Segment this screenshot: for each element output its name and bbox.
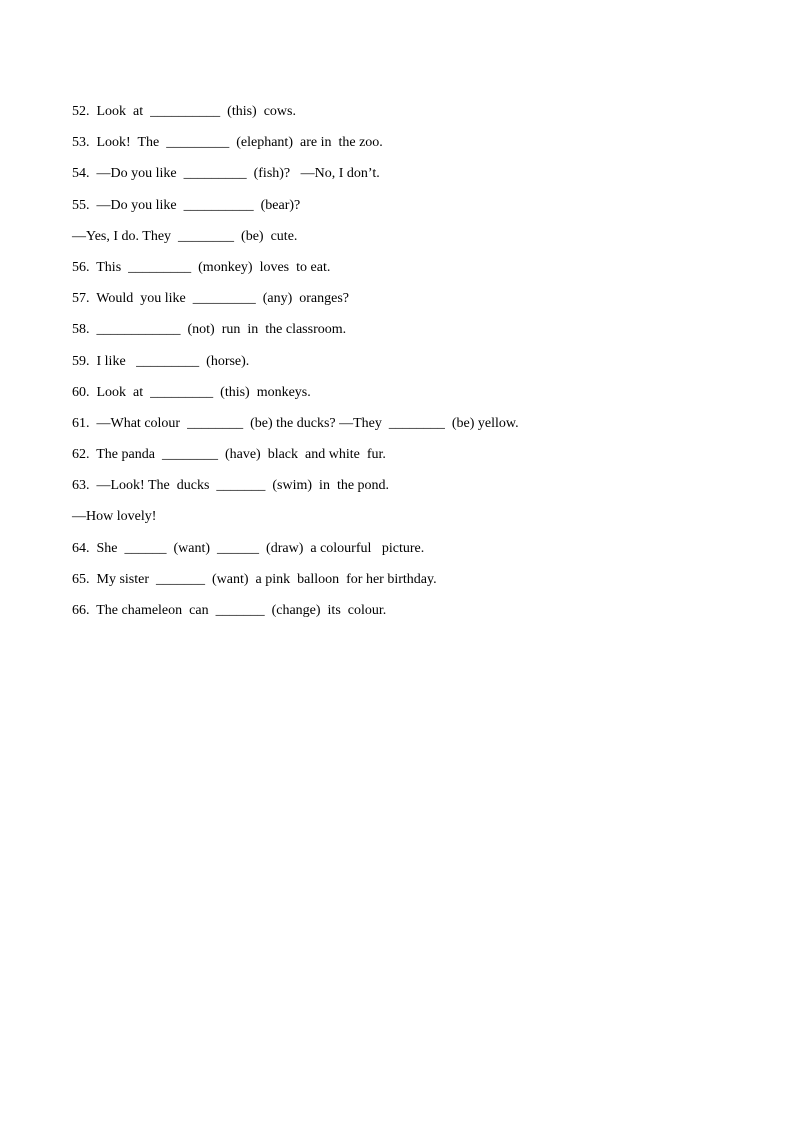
answer-blank: _______: [156, 571, 205, 587]
question-number: 65.: [72, 571, 90, 587]
exercise-line: [72, 602, 752, 633]
answer-blank: __________: [183, 197, 254, 213]
question-text: (be) yellow.: [444, 415, 519, 431]
question-number: 62.: [72, 447, 90, 463]
question-text: (not) run in the classroom.: [180, 322, 347, 338]
answer-blank: _________: [166, 135, 230, 151]
question-text: —What colour: [89, 415, 188, 431]
question-text: Look! The: [89, 135, 167, 151]
question-text: —Do you like: [89, 166, 184, 182]
exercise-line: [72, 571, 752, 602]
question-text: (this) monkeys.: [213, 384, 311, 400]
question-text: (change) its colour.: [264, 603, 387, 618]
question-text: (be) the ducks? —They: [243, 415, 389, 431]
question-text: Look at: [89, 384, 151, 400]
question-number: 56.: [72, 259, 90, 275]
exercise-list: [72, 103, 752, 633]
question-text: (draw) a colourful picture.: [259, 540, 425, 556]
exercise-line: [72, 540, 752, 571]
question-number: 57.: [72, 291, 90, 307]
exercise-line: [72, 446, 752, 477]
answer-blank: ______: [124, 540, 167, 556]
answer-blank: _________: [150, 384, 214, 400]
exercise-line: [72, 228, 752, 259]
question-text: She: [89, 540, 125, 556]
answer-blank: _______: [215, 603, 265, 618]
exercise-line: [72, 415, 752, 446]
question-text: (elephant) are in the zoo.: [229, 135, 383, 151]
answer-blank: _________: [192, 291, 256, 307]
answer-blank: _________: [183, 166, 247, 182]
question-text: (fish)? —No, I don’t.: [246, 166, 380, 182]
question-number: 54.: [72, 166, 90, 182]
question-number: 59.: [72, 353, 90, 369]
question-text: [90, 322, 97, 337]
question-text: The panda: [89, 447, 162, 463]
question-text: (any) oranges?: [255, 291, 350, 307]
question-text: (this) cows.: [220, 104, 296, 119]
question-text: (swim) in the pond.: [265, 478, 390, 494]
answer-blank: ________: [161, 447, 218, 463]
answer-blank: ________: [187, 415, 244, 431]
answer-blank: _________: [136, 353, 200, 369]
answer-blank: ________: [178, 228, 235, 244]
exercise-line: [72, 508, 752, 539]
question-number: 64.: [72, 540, 90, 556]
question-text: (want) a pink balloon for her birthday.: [205, 571, 437, 587]
question-number: 66.: [72, 603, 90, 618]
answer-blank: ______: [217, 540, 260, 556]
question-text: I like: [89, 353, 137, 369]
question-text: The chameleon can: [89, 603, 216, 618]
exercise-line: [72, 290, 752, 321]
question-text: —Look! The ducks: [89, 478, 217, 494]
question-text: (want): [166, 540, 218, 556]
answer-blank: _________: [128, 259, 192, 275]
exercise-line: [72, 197, 752, 228]
question-text: (be) cute.: [234, 228, 298, 244]
question-text: (horse).: [199, 353, 250, 369]
question-text: This: [89, 259, 129, 275]
question-number: 58.: [72, 322, 90, 338]
question-text: (bear)?: [253, 197, 301, 213]
answer-blank: _______: [216, 478, 266, 494]
question-number: 63.: [72, 478, 90, 494]
question-text: Look at: [89, 104, 151, 119]
exercise-line: [72, 103, 752, 134]
question-text: (monkey) loves to eat.: [191, 259, 331, 275]
exercise-line: [72, 321, 752, 352]
exercise-line: [72, 259, 752, 290]
exercise-line: [72, 134, 752, 165]
exercise-line: [72, 165, 752, 196]
question-text: —Do you like: [89, 197, 184, 213]
exercise-line: [72, 477, 752, 508]
question-text: —Yes, I do. They: [72, 228, 179, 244]
question-number: 61.: [72, 415, 90, 431]
question-text: Would you like: [89, 291, 193, 307]
answer-blank: ________: [388, 415, 445, 431]
answer-blank: __________: [150, 104, 221, 119]
exercise-line: [72, 353, 752, 384]
question-text: —How lovely!: [72, 509, 157, 525]
answer-blank: ____________: [96, 322, 181, 338]
question-number: 60.: [72, 384, 90, 400]
question-text: My sister: [89, 571, 156, 587]
question-text: (have) black and white fur.: [217, 447, 386, 463]
question-number: 53.: [72, 135, 90, 151]
question-number: 52.: [72, 104, 90, 119]
question-number: 55.: [72, 197, 90, 213]
exercise-line: [72, 384, 752, 415]
